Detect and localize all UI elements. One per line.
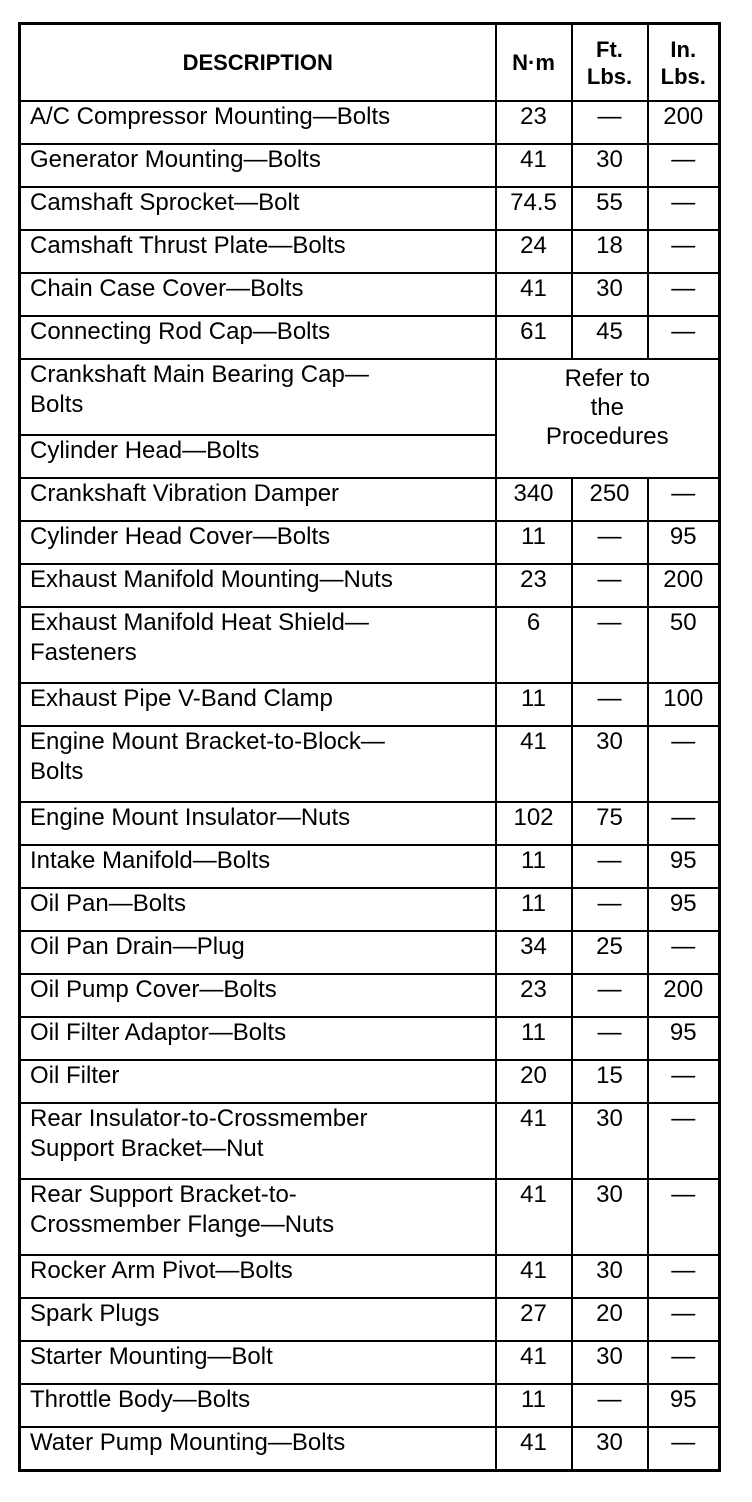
cell-in-lbs: 100 [648, 683, 720, 726]
cell-in-lbs: — [648, 931, 720, 974]
table-row [20, 101, 720, 144]
table-row [20, 1017, 720, 1060]
cell-nm: 41 [496, 1341, 572, 1384]
cell-description: Camshaft Thrust Plate—Bolts [20, 230, 496, 273]
cell-in-lbs: 95 [648, 521, 720, 564]
table-row [20, 316, 720, 359]
cell-in-lbs: — [648, 230, 720, 273]
cell-in-lbs: — [648, 1255, 720, 1298]
table-row [20, 359, 720, 435]
cell-ft-lbs: — [572, 845, 648, 888]
cell-nm: 24 [496, 230, 572, 273]
cell-description: Cylinder Head—Bolts [20, 435, 496, 478]
table-row [20, 726, 720, 802]
cell-description: Oil Pump Cover—Bolts [20, 974, 496, 1017]
table-row [20, 144, 720, 187]
cell-nm: 41 [496, 1427, 572, 1470]
cell-description: Cylinder Head Cover—Bolts [20, 521, 496, 564]
table-row [20, 564, 720, 607]
cell-in-lbs: 200 [648, 564, 720, 607]
cell-ft-lbs: — [572, 888, 648, 931]
table-row [20, 273, 720, 316]
table-row [20, 521, 720, 564]
cell-ft-lbs: — [572, 564, 648, 607]
cell-description: Starter Mounting—Bolt [20, 1341, 496, 1384]
cell-description: Spark Plugs [20, 1298, 496, 1341]
cell-in-lbs: — [648, 144, 720, 187]
table-body [20, 101, 720, 1470]
cell-nm: 41 [496, 1103, 572, 1179]
cell-ft-lbs: 250 [572, 478, 648, 521]
table-row [20, 1384, 720, 1427]
cell-in-lbs: — [648, 1060, 720, 1103]
cell-nm: 23 [496, 564, 572, 607]
cell-ft-lbs: — [572, 521, 648, 564]
cell-description: Throttle Body—Bolts [20, 1384, 496, 1427]
cell-ft-lbs: 45 [572, 316, 648, 359]
cell-ft-lbs: 30 [572, 1255, 648, 1298]
cell-nm: 11 [496, 521, 572, 564]
cell-ft-lbs: 30 [572, 273, 648, 316]
cell-ft-lbs: 30 [572, 1341, 648, 1384]
cell-ft-lbs: 20 [572, 1298, 648, 1341]
cell-ft-lbs: 30 [572, 1179, 648, 1255]
cell-description: Oil Pan—Bolts [20, 888, 496, 931]
cell-ft-lbs: 30 [572, 144, 648, 187]
header-nm: N·m [496, 24, 572, 102]
cell-description: Exhaust Manifold Mounting—Nuts [20, 564, 496, 607]
cell-description: Generator Mounting—Bolts [20, 144, 496, 187]
cell-in-lbs: — [648, 1298, 720, 1341]
table-row [20, 1255, 720, 1298]
cell-nm: 27 [496, 1298, 572, 1341]
cell-nm: 11 [496, 1017, 572, 1060]
cell-ft-lbs: — [572, 683, 648, 726]
cell-description: Rear Insulator-to-Crossmember Support Bracket—Nut [20, 1103, 496, 1179]
table-row [20, 1179, 720, 1255]
cell-nm: 11 [496, 683, 572, 726]
cell-refer-to-procedures: Refer to the Procedures [496, 359, 720, 478]
cell-nm: 23 [496, 974, 572, 1017]
cell-ft-lbs: 75 [572, 802, 648, 845]
cell-description: Rear Support Bracket-to- Crossmember Flange—Nuts [20, 1179, 496, 1255]
cell-nm: 340 [496, 478, 572, 521]
cell-description: Crankshaft Vibration Damper [20, 478, 496, 521]
table-row [20, 845, 720, 888]
table-row [20, 187, 720, 230]
cell-nm: 41 [496, 1179, 572, 1255]
cell-in-lbs: 200 [648, 974, 720, 1017]
table-row [20, 683, 720, 726]
cell-nm: 41 [496, 273, 572, 316]
cell-in-lbs: — [648, 1103, 720, 1179]
cell-ft-lbs: — [572, 1017, 648, 1060]
cell-nm: 41 [496, 1255, 572, 1298]
torque-spec-table [18, 22, 721, 1472]
cell-in-lbs: 95 [648, 845, 720, 888]
cell-description: Crankshaft Main Bearing Cap— Bolts [20, 359, 496, 435]
cell-nm: 34 [496, 931, 572, 974]
cell-nm: 6 [496, 607, 572, 683]
cell-ft-lbs: 15 [572, 1060, 648, 1103]
cell-description: Engine Mount Insulator—Nuts [20, 802, 496, 845]
cell-nm: 11 [496, 888, 572, 931]
table-row [20, 802, 720, 845]
cell-description: Chain Case Cover—Bolts [20, 273, 496, 316]
cell-ft-lbs: 18 [572, 230, 648, 273]
header-description: DESCRIPTION [20, 24, 496, 102]
table-row [20, 478, 720, 521]
cell-in-lbs: — [648, 1341, 720, 1384]
cell-nm: 41 [496, 726, 572, 802]
cell-nm: 41 [496, 144, 572, 187]
cell-description: Oil Filter Adaptor—Bolts [20, 1017, 496, 1060]
table-row [20, 1103, 720, 1179]
cell-in-lbs: — [648, 478, 720, 521]
cell-nm: 102 [496, 802, 572, 845]
cell-description: Rocker Arm Pivot—Bolts [20, 1255, 496, 1298]
cell-description: Connecting Rod Cap—Bolts [20, 316, 496, 359]
cell-description: Water Pump Mounting—Bolts [20, 1427, 496, 1470]
cell-in-lbs: 95 [648, 1017, 720, 1060]
cell-nm: 11 [496, 845, 572, 888]
cell-description: Intake Manifold—Bolts [20, 845, 496, 888]
cell-description: Exhaust Manifold Heat Shield— Fasteners [20, 607, 496, 683]
cell-ft-lbs: 55 [572, 187, 648, 230]
cell-ft-lbs: — [572, 974, 648, 1017]
header-in-lbs: In. Lbs. [648, 24, 720, 102]
cell-in-lbs: — [648, 1427, 720, 1470]
cell-description: Engine Mount Bracket-to-Block— Bolts [20, 726, 496, 802]
cell-in-lbs: — [648, 316, 720, 359]
table-row [20, 607, 720, 683]
table-row [20, 230, 720, 273]
cell-nm: 11 [496, 1384, 572, 1427]
table-row [20, 1341, 720, 1384]
cell-nm: 20 [496, 1060, 572, 1103]
cell-nm: 61 [496, 316, 572, 359]
table-row [20, 1060, 720, 1103]
table-row [20, 931, 720, 974]
header-row [20, 24, 720, 102]
cell-description: Camshaft Sprocket—Bolt [20, 187, 496, 230]
cell-ft-lbs: 30 [572, 1103, 648, 1179]
cell-in-lbs: — [648, 187, 720, 230]
cell-nm: 23 [496, 101, 572, 144]
cell-in-lbs: 200 [648, 101, 720, 144]
cell-description: Exhaust Pipe V-Band Clamp [20, 683, 496, 726]
cell-ft-lbs: 30 [572, 1427, 648, 1470]
cell-in-lbs: 50 [648, 607, 720, 683]
cell-ft-lbs: 30 [572, 726, 648, 802]
cell-description: Oil Filter [20, 1060, 496, 1103]
cell-nm: 74.5 [496, 187, 572, 230]
cell-in-lbs: — [648, 726, 720, 802]
table-row [20, 974, 720, 1017]
header-ft-lbs: Ft. Lbs. [572, 24, 648, 102]
cell-in-lbs: — [648, 273, 720, 316]
cell-description: A/C Compressor Mounting—Bolts [20, 101, 496, 144]
cell-in-lbs: — [648, 1179, 720, 1255]
cell-in-lbs: 95 [648, 1384, 720, 1427]
table-row [20, 1298, 720, 1341]
table-row [20, 1427, 720, 1470]
cell-in-lbs: — [648, 802, 720, 845]
table-row [20, 888, 720, 931]
cell-in-lbs: 95 [648, 888, 720, 931]
cell-ft-lbs: — [572, 1384, 648, 1427]
cell-ft-lbs: 25 [572, 931, 648, 974]
cell-ft-lbs: — [572, 607, 648, 683]
cell-description: Oil Pan Drain—Plug [20, 931, 496, 974]
cell-ft-lbs: — [572, 101, 648, 144]
